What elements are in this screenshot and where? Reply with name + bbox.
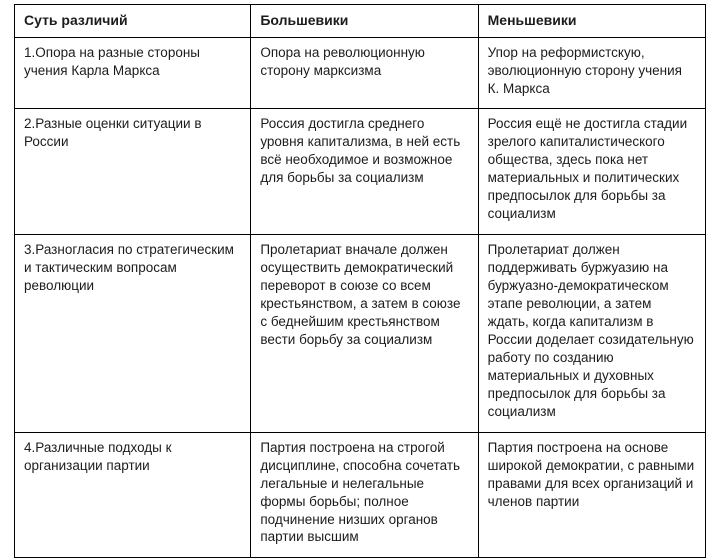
header-row bbox=[15, 5, 706, 38]
table-body bbox=[15, 37, 706, 558]
table-row bbox=[15, 235, 706, 433]
table-cell: Пролетариат вначале должен осуществить демократический переворот в союзе со всем крестьянством, а затем в союзе с беднейшим крестьянством вести борьбу за социализм bbox=[251, 235, 478, 433]
table-row bbox=[15, 109, 706, 235]
table-row bbox=[15, 37, 706, 109]
comparison-table bbox=[14, 4, 706, 558]
table-cell: Партия построена на строгой дисциплине, способна сочетать легальные и нелегальные формы борьбы; полное подчинение низших органов партии высшим bbox=[251, 432, 478, 558]
table-cell: Пролетариат должен поддерживать буржуазию на буржуазно-демократическом этапе революции, а затем ждать, когда капитализм в России доделает созидательную работу по созданию материальных и духовных предпосылок для борьбы за социализм bbox=[478, 235, 705, 433]
table-cell: 1.Опора на разные стороны учения Карла Маркса bbox=[15, 37, 251, 109]
table-cell: 3.Разногласия по стратегическим и тактическим вопросам революции bbox=[15, 235, 251, 433]
table-cell: 4.Различные подходы к организации партии bbox=[15, 432, 251, 558]
table-cell: Россия достигла среднего уровня капитализма, в ней есть всё необходимое и возможное для борьбы за социализм bbox=[251, 109, 478, 235]
table-cell: 2.Разные оценки ситуации в России bbox=[15, 109, 251, 235]
table-cell: Россия ещё не достигла стадии зрелого капиталистического общества, здесь пока нет материальных и политических предпосылок для борьбы за социализм bbox=[478, 109, 705, 235]
header-cell-bolsheviks: Большевики bbox=[251, 5, 478, 38]
table-cell: Упор на реформистскую, эволюционную сторону учения К. Маркса bbox=[478, 37, 705, 109]
header-cell-criteria: Суть различий bbox=[15, 5, 251, 38]
table-cell: Опора на революционную сторону марксизма bbox=[251, 37, 478, 109]
table-row bbox=[15, 432, 706, 558]
table-cell: Партия построена на основе широкой демократии, с равными правами для всех организаций и членов партии bbox=[478, 432, 705, 558]
header-cell-mensheviks: Меньшевики bbox=[478, 5, 705, 38]
